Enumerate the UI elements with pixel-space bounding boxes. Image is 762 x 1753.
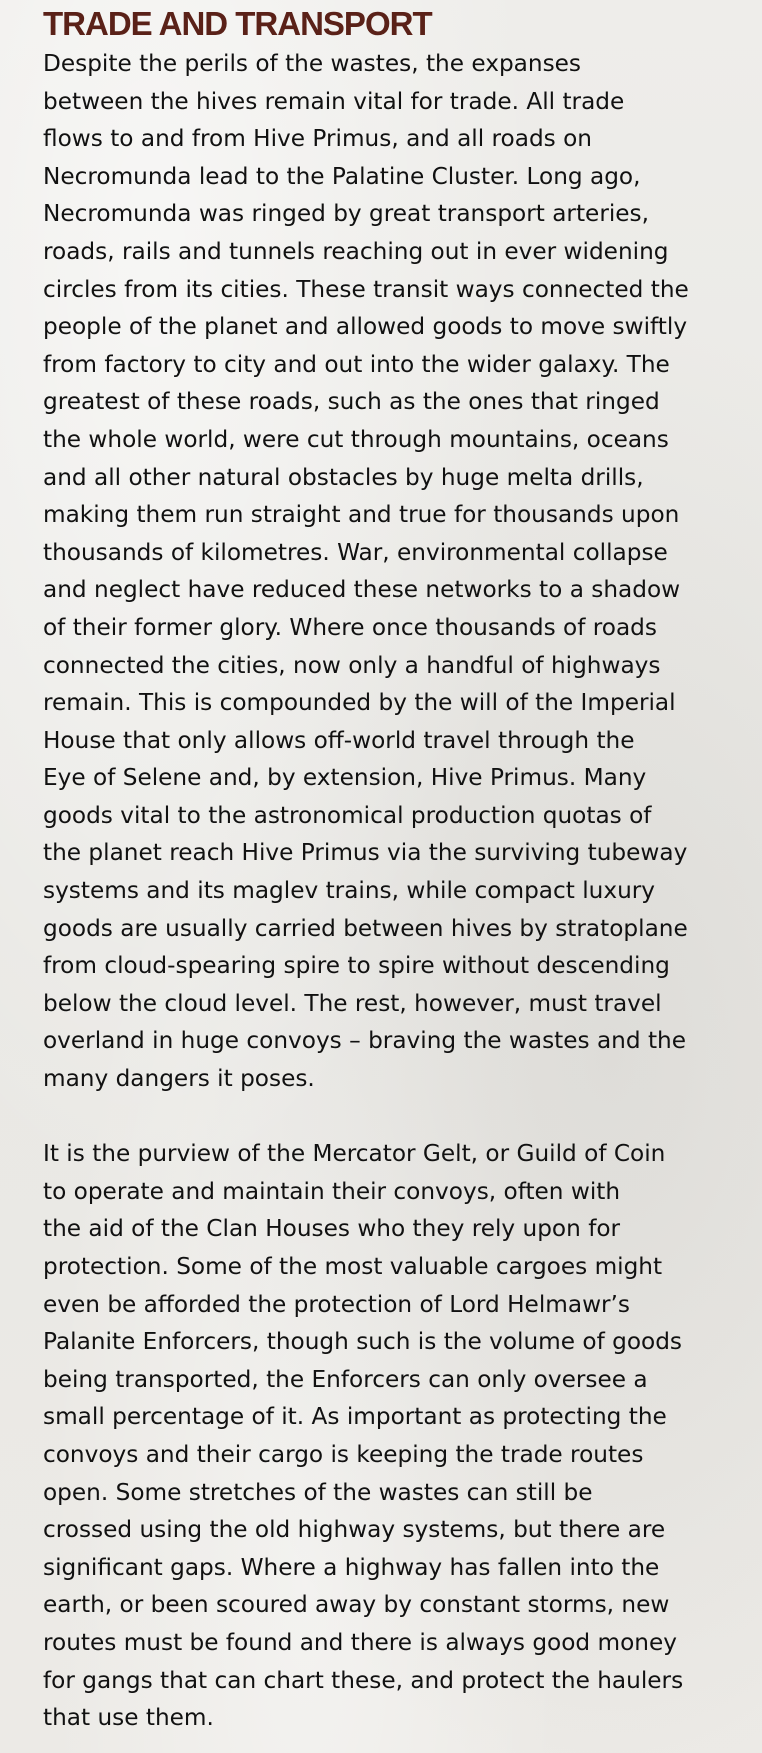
text-line: many dangers it poses. (43, 1065, 315, 1093)
text-line: the aid of the Clan Houses who they rely upon for (43, 1215, 621, 1243)
text-line: Necromunda was ringed by great transport arteries, (43, 200, 650, 228)
text-line: the planet reach Hive Primus via the surviving tubeway (43, 839, 688, 867)
text-line: and neglect have reduced these networks to a shadow (43, 576, 681, 604)
text-line: systems and its maglev trains, while compact luxury (43, 877, 656, 905)
text-line: goods vital to the astronomical production quotas of (43, 801, 652, 829)
text-line: making them run straight and true for thousands upon (43, 501, 680, 529)
text-line: Palanite Enforcers, though such is the volume of goods (43, 1328, 683, 1356)
paragraph-1 (43, 45, 743, 1098)
text-line: of their former glory. Where once thousands of roads (43, 613, 657, 641)
text-line: even be afforded the protection of Lord Helmawr’s (43, 1290, 631, 1318)
text-line: and all other natural obstacles by huge melta drills, (43, 463, 644, 491)
text-line: from cloud-spearing spire to spire without descending (43, 952, 670, 980)
text-line: to operate and maintain their convoys, often with (43, 1177, 621, 1205)
text-line: convoys and their cargo is keeping the trade routes (43, 1440, 644, 1468)
paragraph-gap (43, 1098, 743, 1136)
section-heading: TRADE AND TRANSPORT (43, 5, 432, 42)
text-line: people of the planet and allowed goods to move swiftly (43, 313, 688, 341)
text-line: circles from its cities. These transit ways connected the (43, 275, 689, 303)
text-line: Necromunda lead to the Palatine Cluster. Long ago, (43, 162, 641, 190)
text-line: goods are usually carried between hives by stratoplane (43, 914, 688, 942)
text-line: that use them. (43, 1704, 214, 1732)
text-line: significant gaps. Where a highway has fallen into the (43, 1553, 660, 1581)
text-line: small percentage of it. As important as protecting the (43, 1403, 667, 1431)
text-line: connected the cities, now only a handful of highways (43, 651, 661, 679)
paragraph-2 (43, 1135, 743, 1737)
text-line: the whole world, were cut through mountains, oceans (43, 425, 669, 453)
text-line: routes must be found and there is always good money (43, 1628, 677, 1656)
text-line: below the cloud level. The rest, however, must travel (43, 989, 662, 1017)
text-line: It is the purview of the Mercator Gelt, or Guild of Coin (43, 1140, 666, 1168)
document-page (43, 0, 743, 1737)
text-line: from factory to city and out into the wider galaxy. The (43, 350, 670, 378)
text-line: being transported, the Enforcers can only oversee a (43, 1365, 648, 1393)
text-line: between the hives remain vital for trade. All trade (43, 87, 625, 115)
text-line: remain. This is compounded by the will of the Imperial (43, 689, 676, 717)
text-line: for gangs that can chart these, and protect the haulers (43, 1666, 684, 1694)
text-line: crossed using the old highway systems, but there are (43, 1516, 666, 1544)
text-line: roads, rails and tunnels reaching out in ever widening (43, 237, 669, 265)
text-line: House that only allows off-world travel through the (43, 726, 635, 754)
text-line: Despite the perils of the wastes, the expanses (43, 50, 581, 77)
text-line: flows to and from Hive Primus, and all roads on (43, 125, 593, 153)
text-line: open. Some stretches of the wastes can still be (43, 1478, 593, 1506)
text-line: protection. Some of the most valuable cargoes might (43, 1253, 663, 1280)
body-text (43, 45, 743, 1737)
text-line: overland in huge convoys – braving the wastes and the (43, 1027, 687, 1055)
text-line: greatest of these roads, such as the ones that ringed (43, 388, 660, 416)
text-line: earth, or been scoured away by constant storms, new (43, 1591, 670, 1619)
text-line: Eye of Selene and, by extension, Hive Primus. Many (43, 764, 647, 792)
text-line: thousands of kilometres. War, environmental collapse (43, 538, 668, 566)
